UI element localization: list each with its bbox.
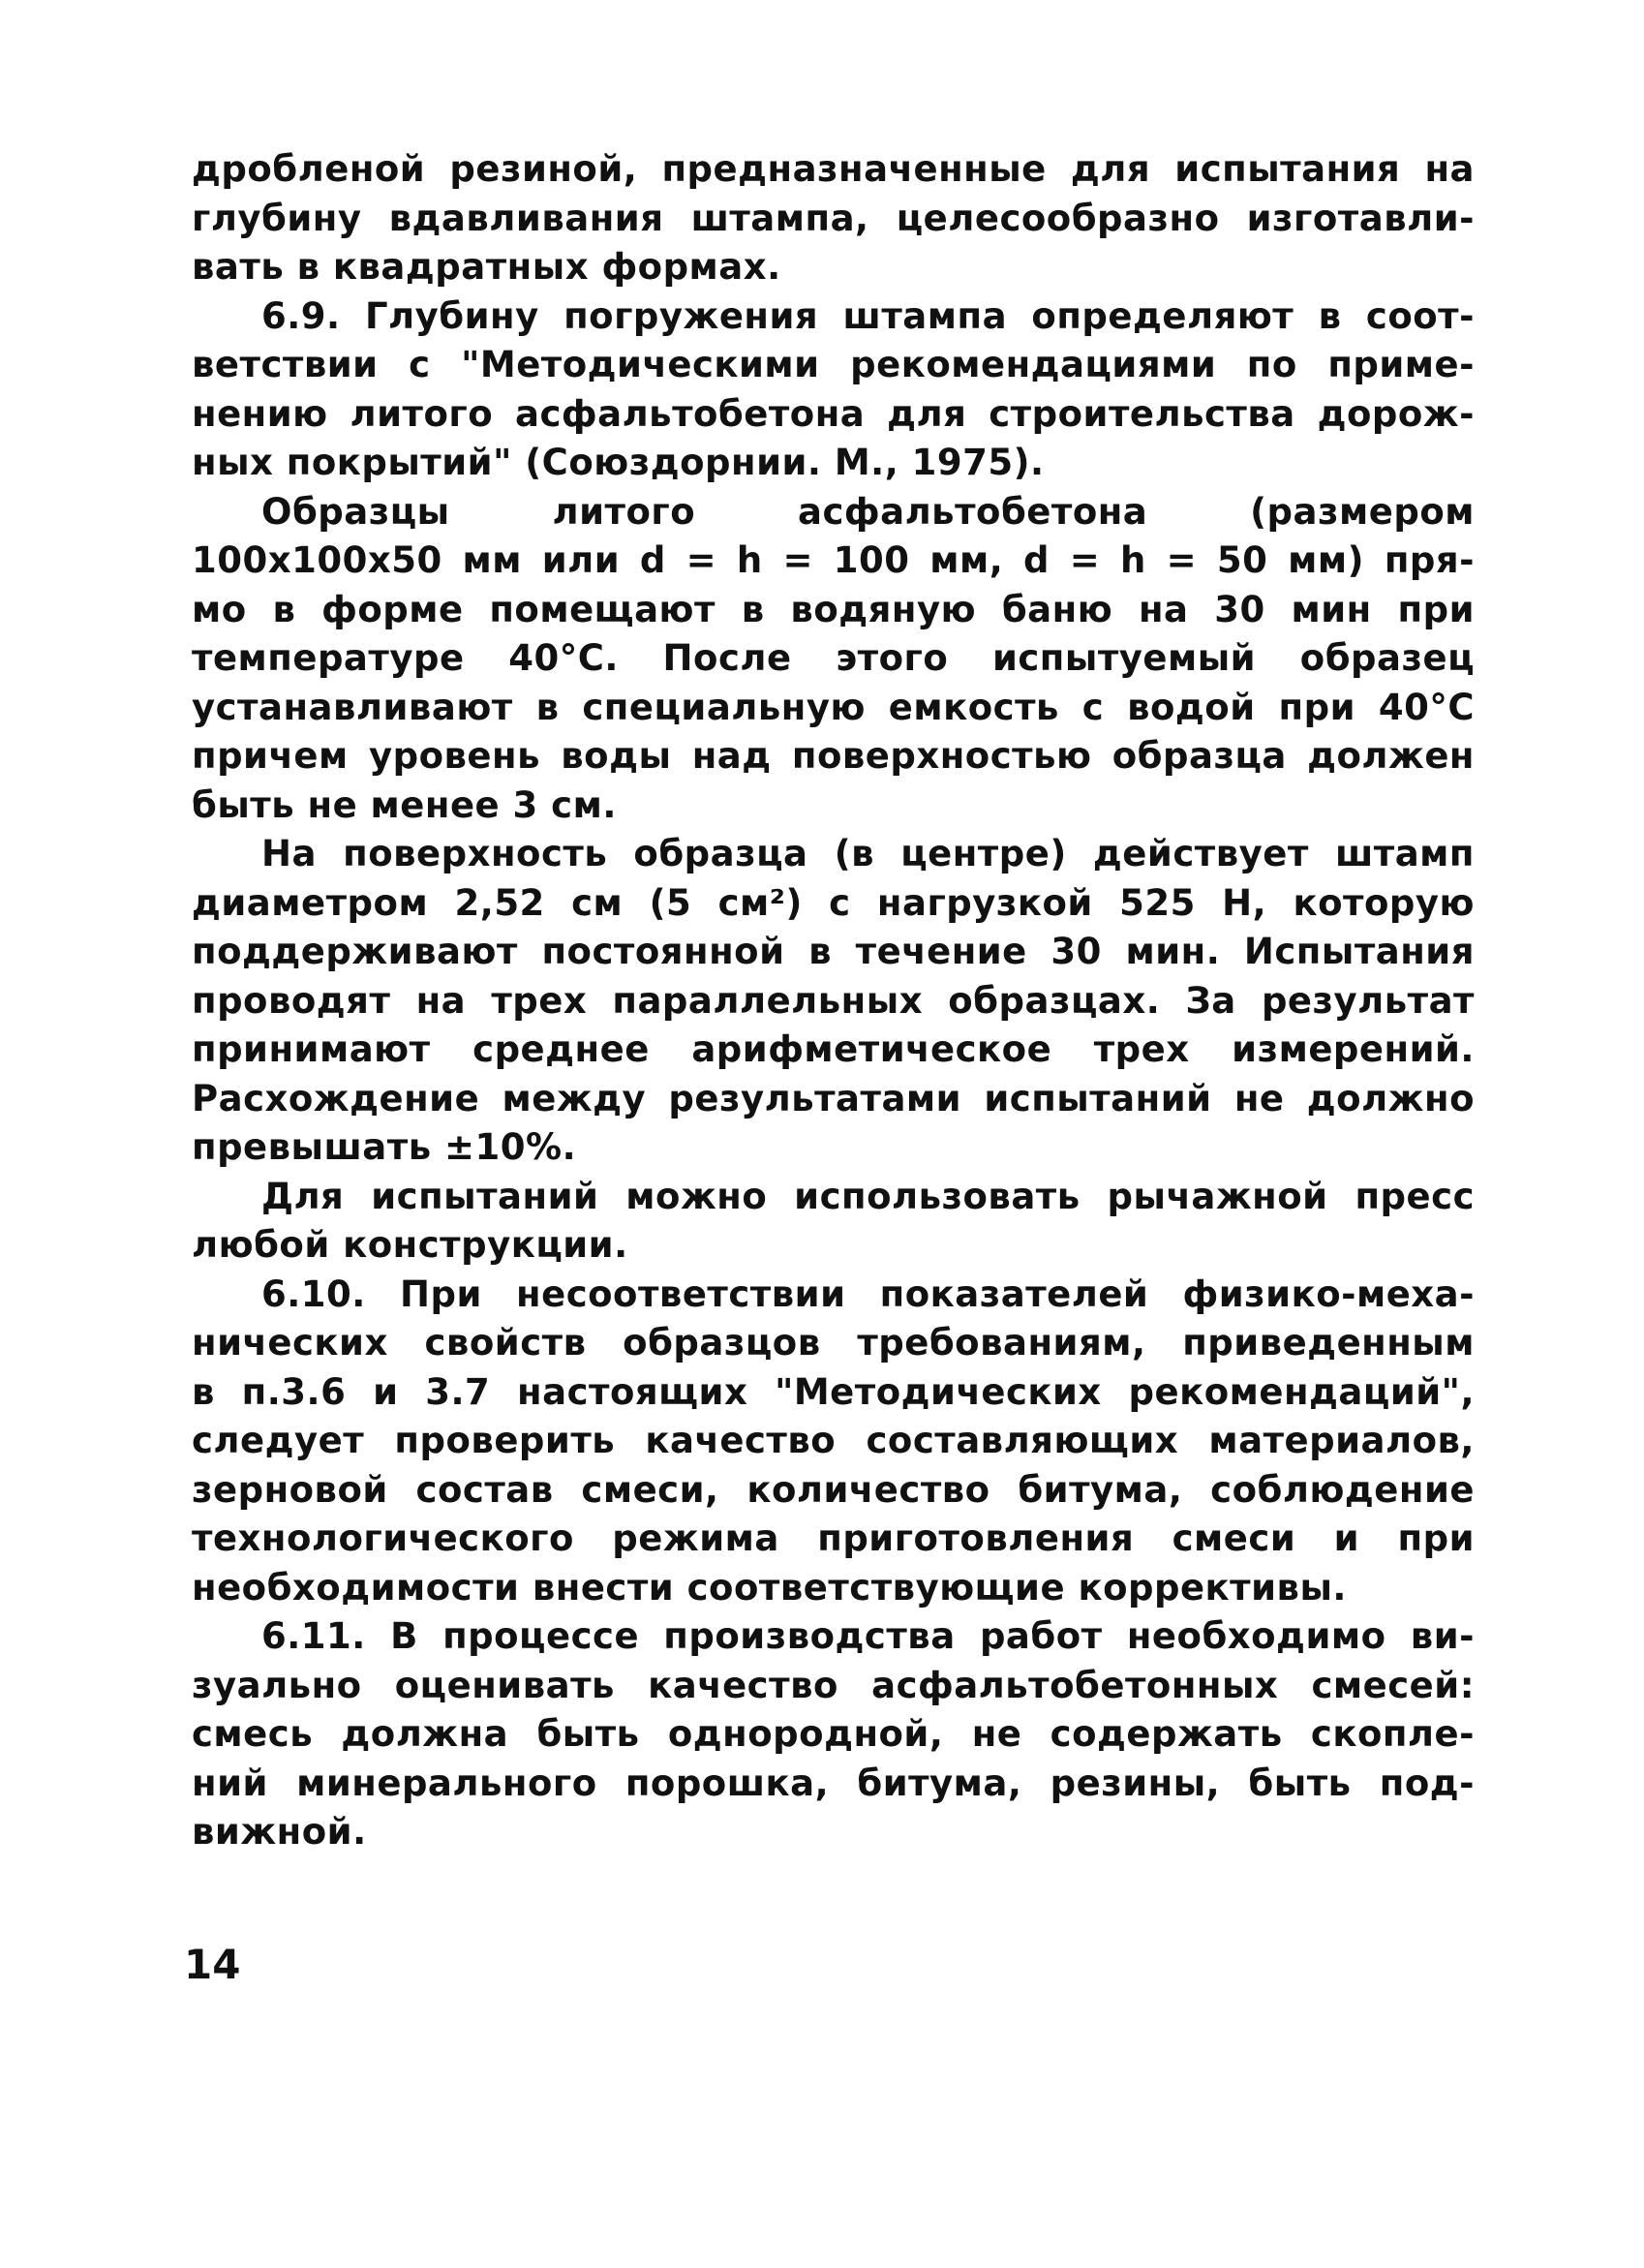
text-line: в п.3.6 и 3.7 настоящих "Методических рекомендаций", (192, 1370, 1475, 1413)
text-line: зуально оценивать качество асфальтобетонных смесей: (192, 1664, 1475, 1706)
document-page (192, 145, 1475, 1857)
text-line: мо в форме помещают в водяную баню на 30 мин при (192, 588, 1475, 630)
paragraph-1 (192, 145, 1475, 292)
text-line: нических свойств образцов требованиям, приведенным (192, 1322, 1475, 1364)
text-line: Образцы литого асфальтобетона (размером (261, 490, 1475, 533)
text-line: необходимости внести соответствующие коррективы. (192, 1566, 1347, 1609)
text-line: ний минерального порошка, битума, резины, быть под- (192, 1762, 1475, 1804)
text-line: превышать ±10%. (192, 1126, 577, 1168)
text-line: технологического режима приготовления смеси и при (192, 1517, 1475, 1559)
text-line: вижной. (192, 1811, 367, 1853)
text-line: любой конструкции. (192, 1224, 628, 1266)
text-line: следует проверить качество составляющих материалов, (192, 1420, 1475, 1461)
text-line: Расхождение между результатами испытаний не должно (192, 1077, 1475, 1119)
paragraph-6-10 (192, 1271, 1475, 1613)
text-line: принимают среднее арифметическое трех измерений. (192, 1028, 1475, 1070)
text-line: глубину вдавливания штампа, целесообразно изготавли- (192, 197, 1475, 239)
text-line: На поверхность образца (в центре) действует штамп (261, 833, 1475, 874)
paragraph-6-11 (192, 1612, 1475, 1857)
text-line: причем уровень воды над поверхностью образца должен (192, 735, 1475, 777)
text-line: устанавливают в специальную емкость с водой при 40°С (192, 686, 1475, 728)
paragraph-samples (192, 488, 1475, 831)
text-line: поддерживают постоянной в течение 30 мин. Испытания (192, 931, 1475, 972)
text-line: Для испытаний можно использовать рычажной пресс (261, 1175, 1475, 1217)
text-line: вать в квадратных формах. (192, 246, 781, 288)
text-line: температуре 40°С. После этого испытуемый образец (192, 637, 1475, 679)
text-line: 6.9. Глубину погружения штампа определяют в соот- (261, 294, 1475, 337)
text-line: ветствии с "Методическими рекомендациями по приме- (192, 344, 1475, 385)
text-line: 100х100х50 мм или d = h = 100 мм, d = h = 50 мм) пря- (192, 539, 1475, 581)
text-line: зерновой состав смеси, количество битума, соблюдение (192, 1468, 1475, 1511)
paragraph-6-9 (192, 292, 1475, 488)
text-line: 6.11. В процессе производства работ необходимо ви- (261, 1615, 1475, 1657)
text-line: проводят на трех параллельных образцах. За результат (192, 979, 1475, 1022)
text-line: ных покрытий" (Союздорнии. М., 1975). (192, 442, 1045, 483)
text-line: 6.10. При несоответствии показателей физико-меха- (261, 1272, 1475, 1315)
text-line: дробленой резиной, предназначенные для испытания на (192, 148, 1475, 190)
paragraph-stamp (192, 830, 1475, 1173)
paragraph-press (192, 1173, 1475, 1271)
text-line: быть не менее 3 см. (192, 783, 617, 826)
text-line: нению литого асфальтобетона для строительства дорож- (192, 392, 1475, 435)
page-number: 14 (184, 1941, 241, 1988)
text-line: диаметром 2,52 см (5 см²) с нагрузкой 525 Н, которую (192, 881, 1475, 924)
text-line: смесь должна быть однородной, не содержать скопле- (192, 1713, 1475, 1755)
